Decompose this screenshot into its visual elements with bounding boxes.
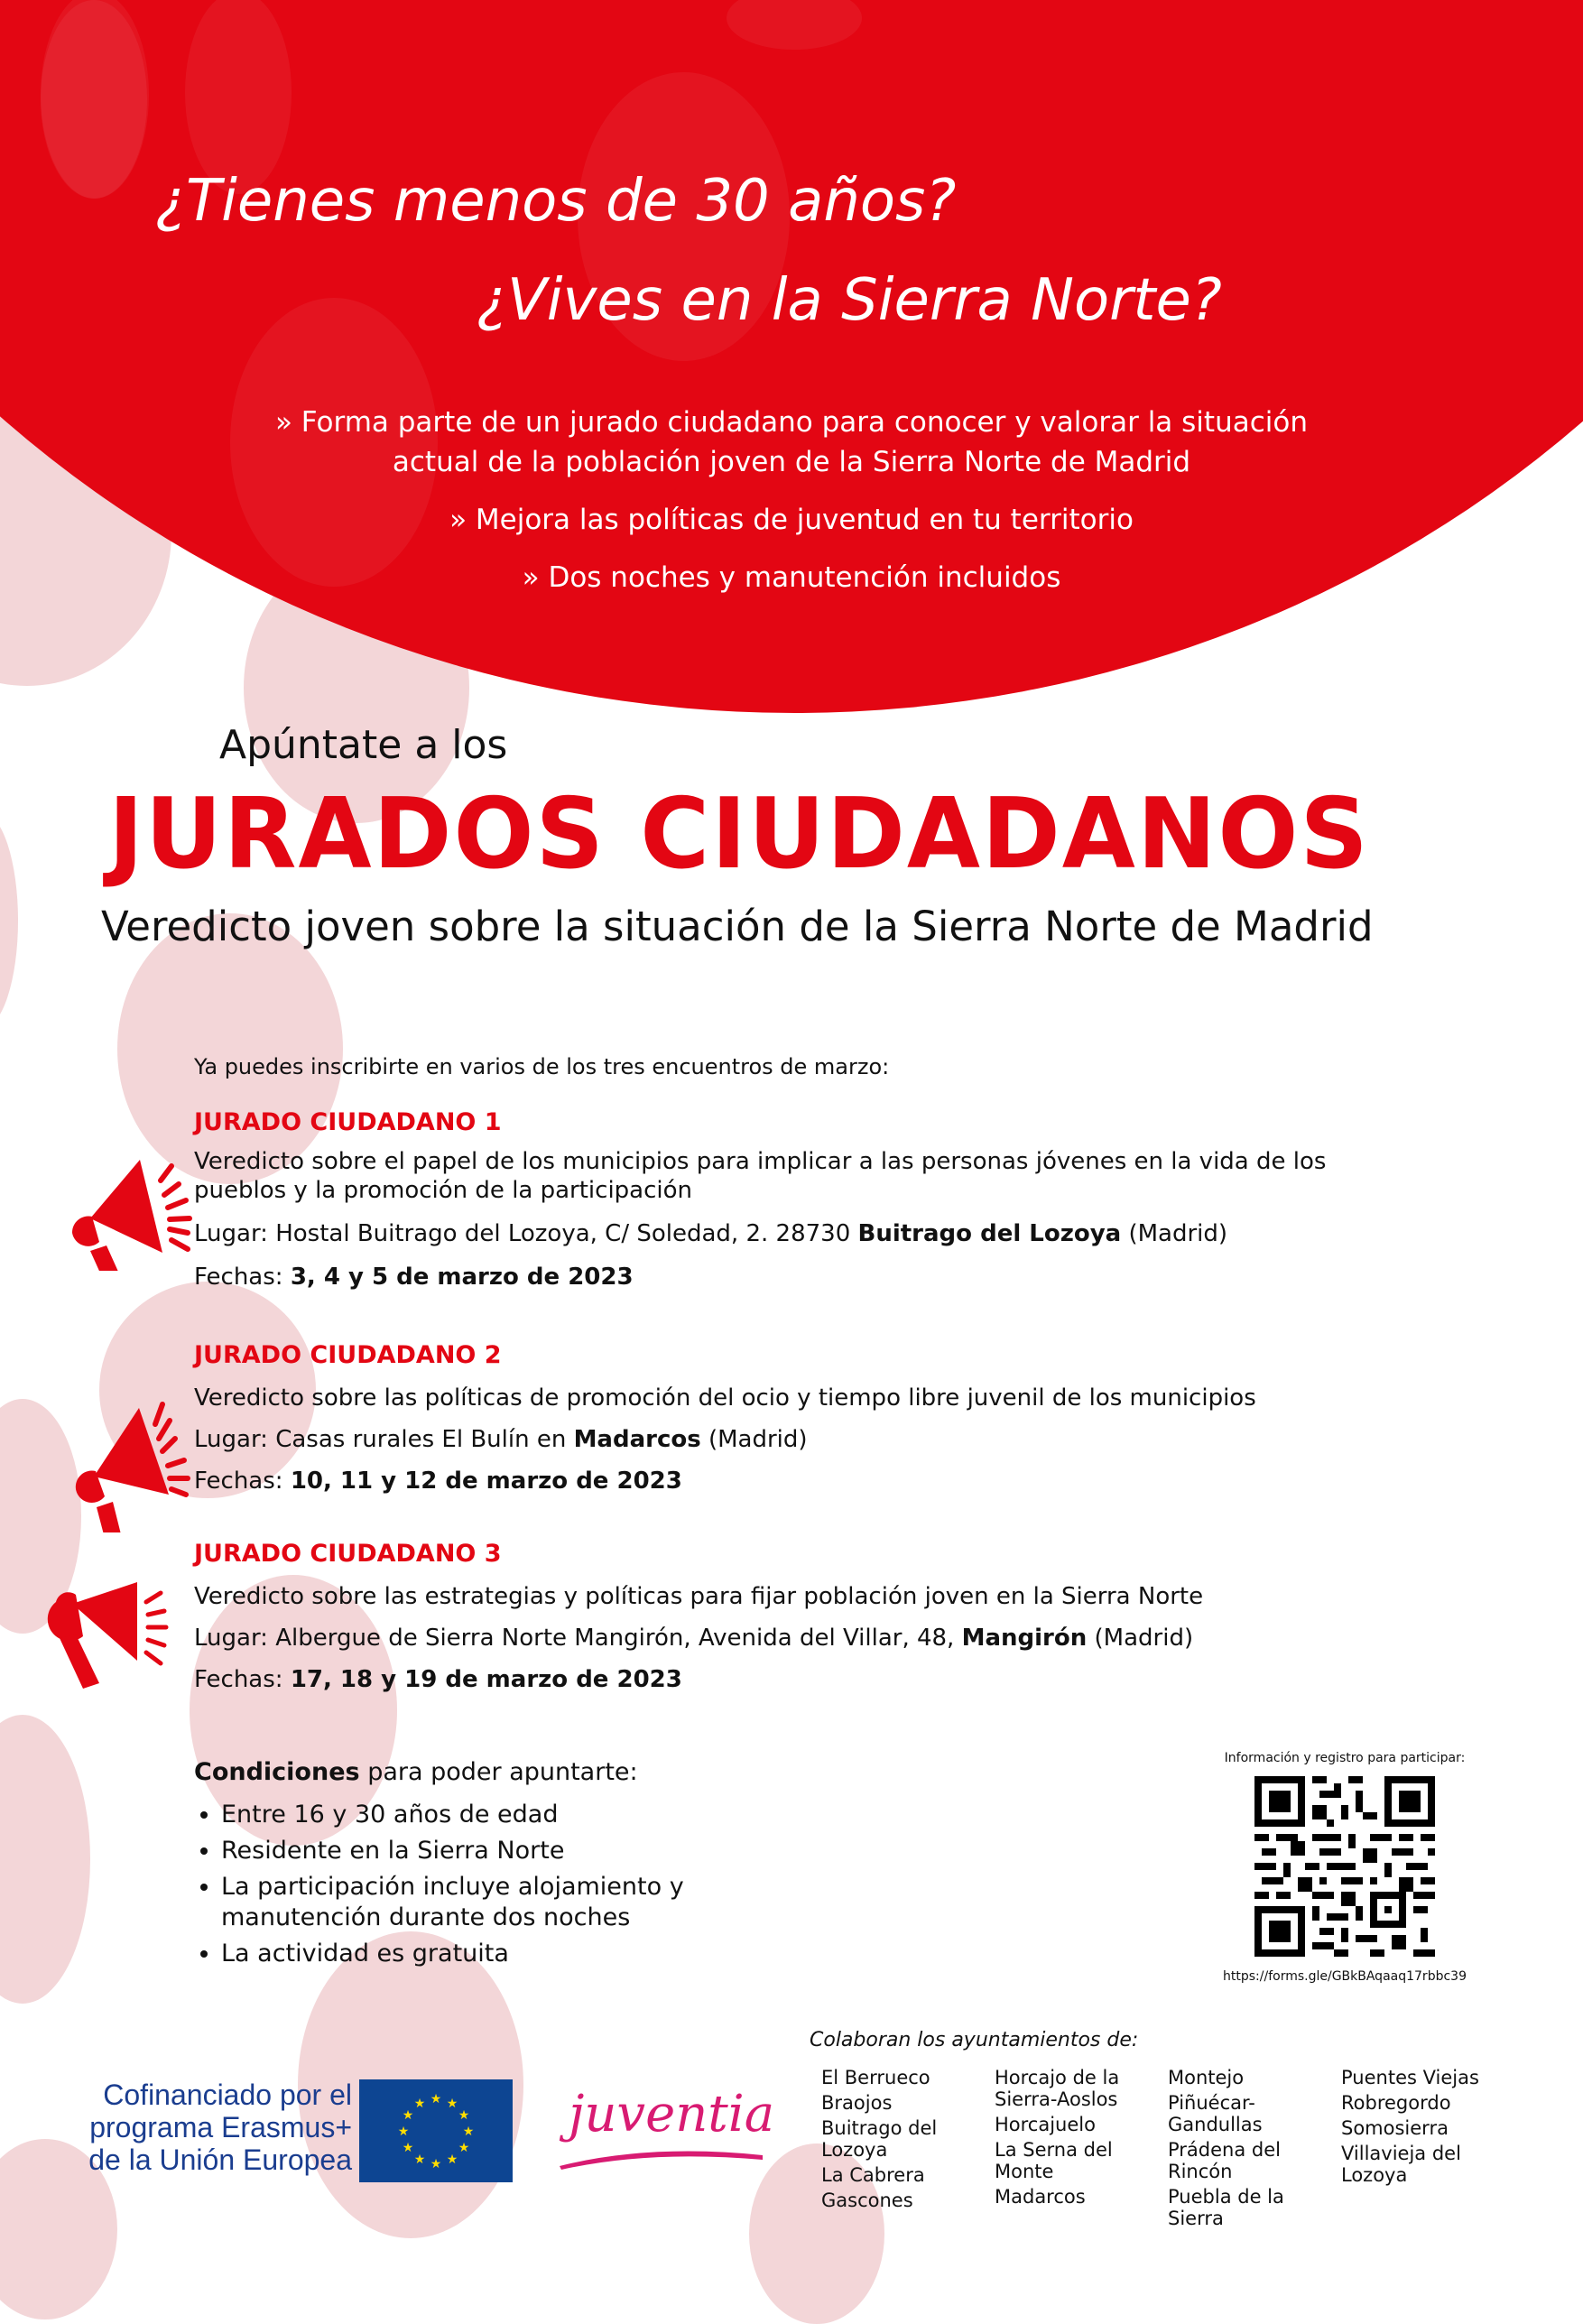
fechas-label: Fechas: xyxy=(194,1468,283,1495)
lugar-suffix: (Madrid) xyxy=(708,1426,808,1453)
page-subtitle: Veredicto joven sobre la situación de la Sierra Norte de Madrid xyxy=(101,903,1374,950)
lugar-label: Lugar: xyxy=(194,1220,268,1247)
erasmus-cofinanced-text: Cofinanciado por el programa Erasmus+ de la Unión Europea xyxy=(88,2079,352,2176)
jurado-title: JURADO CIUDADANO 3 xyxy=(194,1540,502,1568)
municipality: Puentes Viejas xyxy=(1341,2067,1479,2088)
jurado-lugar xyxy=(194,1219,1403,1248)
municipality: Horcajuelo xyxy=(995,2114,1096,2135)
page-title: JURADOS CIUDADANOS xyxy=(108,778,1370,891)
fechas-label: Fechas: xyxy=(194,1666,283,1693)
municipality: Gascones xyxy=(821,2190,913,2211)
lugar-town: Madarcos xyxy=(573,1426,701,1453)
lugar-town: Buitrago del Lozoya xyxy=(857,1220,1122,1247)
municipality: Madarcos xyxy=(995,2186,1086,2208)
collaborators-column xyxy=(821,2067,995,2233)
megaphone-icon xyxy=(54,1144,199,1271)
fechas-label: Fechas: xyxy=(194,1264,283,1291)
jurado-section-2 xyxy=(194,1341,1403,1495)
decor-circle xyxy=(727,0,862,50)
svg-text:★: ★ xyxy=(413,2153,426,2167)
municipality: El Berrueco xyxy=(821,2067,930,2088)
svg-text:★: ★ xyxy=(430,2157,442,2171)
municipality: Robregordo xyxy=(1341,2092,1451,2114)
svg-text:★: ★ xyxy=(462,2125,475,2139)
jurado-description: Veredicto sobre el papel de los municipios para implicar a las personas jóvenes en la vida de los pueblos y la promoción de la participación xyxy=(194,1148,1327,1204)
collaborators-column xyxy=(1168,2067,1341,2233)
municipality: Prádena del Rincón xyxy=(1168,2139,1281,2182)
lugar-town: Mangirón xyxy=(961,1625,1088,1652)
hero-bullet: » Dos noches y manutención incluidos xyxy=(522,561,1061,594)
hero-bullets xyxy=(0,403,1583,616)
municipality: Puebla de la Sierra xyxy=(1168,2186,1284,2229)
svg-text:★: ★ xyxy=(402,2108,414,2123)
decor-circle xyxy=(185,0,292,194)
svg-text:★: ★ xyxy=(397,2125,410,2139)
municipality: Braojos xyxy=(821,2092,893,2114)
hero-bullet: » Forma parte de un jurado ciudadano para conocer y valorar la situación xyxy=(274,406,1308,439)
jurado-description: Veredicto sobre las estrategias y políticas para fijar población joven en la Sierra Norte xyxy=(194,1583,1204,1610)
municipality: La Serna del Monte xyxy=(995,2139,1113,2182)
intro-text: Ya puedes inscribirte en varios de los tres encuentros de marzo: xyxy=(194,1054,890,1079)
collaborators-column xyxy=(995,2067,1168,2233)
svg-text:★: ★ xyxy=(430,2092,442,2106)
jurado-section-1 xyxy=(194,1108,1403,1292)
condition-item: • Entre 16 y 30 años de edad xyxy=(221,1794,736,1830)
fechas-value: 3, 4 y 5 de marzo de 2023 xyxy=(290,1264,634,1291)
hero-bullet-continuation: actual de la población joven de la Sierra Norte de Madrid xyxy=(392,446,1191,478)
svg-text:★: ★ xyxy=(446,2097,458,2111)
juventia-wordmark: juventia xyxy=(569,2085,775,2143)
jurado-title: JURADO CIUDADANO 2 xyxy=(194,1341,502,1369)
municipality: Villavieja del Lozoya xyxy=(1341,2143,1461,2186)
lugar-text: Casas rurales El Bulín en xyxy=(275,1426,567,1453)
conditions-title-rest: para poder apuntarte: xyxy=(367,1758,638,1786)
hero-question-residence: ¿Vives en la Sierra Norte? xyxy=(477,267,1222,334)
decor-circle xyxy=(41,0,147,199)
conditions-title xyxy=(194,1755,736,1791)
collaborators-column xyxy=(1341,2067,1514,2233)
lugar-text: Albergue de Sierra Norte Mangirón, Avenida del Villar, 48, xyxy=(275,1625,955,1652)
lugar-label: Lugar: xyxy=(194,1426,268,1453)
jurado-section-3 xyxy=(194,1540,1403,1694)
jurado-title: JURADO CIUDADANO 1 xyxy=(194,1108,502,1136)
municipality: Piñuécar-Gandullas xyxy=(1168,2092,1263,2135)
municipality: Somosierra xyxy=(1341,2117,1449,2139)
fechas-value: 10, 11 y 12 de marzo de 2023 xyxy=(290,1468,682,1495)
lugar-suffix: (Madrid) xyxy=(1128,1220,1228,1247)
conditions-title-bold: Condiciones xyxy=(194,1758,360,1786)
svg-text:★: ★ xyxy=(446,2153,458,2167)
condition-item: • Residente en la Sierra Norte xyxy=(221,1830,736,1866)
registration-block xyxy=(1191,1751,1498,1984)
municipality: Buitrago del Lozoya xyxy=(821,2117,938,2161)
jurado-lugar xyxy=(194,1425,1403,1454)
megaphone-icon xyxy=(56,1388,200,1532)
condition-item: • La actividad es gratuita xyxy=(221,1933,736,1969)
municipality: La Cabrera xyxy=(821,2164,925,2186)
eu-flag-icon xyxy=(359,2079,513,2182)
svg-text:★: ★ xyxy=(458,2141,470,2155)
municipality: Horcajo de la Sierra-Aoslos xyxy=(995,2067,1120,2110)
conditions-list xyxy=(194,1794,736,1969)
condition-item: • La participación incluye alojamiento y manutención durante dos noches xyxy=(221,1866,736,1933)
lugar-text: Hostal Buitrago del Lozoya, C/ Soledad, 2. 28730 xyxy=(275,1220,851,1247)
jurado-lugar xyxy=(194,1624,1403,1653)
jurado-description: Veredicto sobre las políticas de promoción del ocio y tiempo libre juvenil de los municipios xyxy=(194,1384,1256,1412)
juventia-logo xyxy=(542,2076,775,2175)
megaphone-icon xyxy=(47,1575,182,1692)
hero-bullet: » Mejora las políticas de juventud en tu territorio xyxy=(449,504,1134,536)
conditions-block xyxy=(194,1755,736,1969)
hero-question-age: ¿Tienes menos de 30 años? xyxy=(155,168,957,235)
jurado-fechas xyxy=(194,1263,1403,1292)
decor-circle xyxy=(0,1715,90,2004)
jurado-fechas xyxy=(194,1467,1403,1495)
lugar-suffix: (Madrid) xyxy=(1094,1625,1194,1652)
heading-kicker: Apúntate a los xyxy=(219,722,508,768)
svg-text:★: ★ xyxy=(402,2141,414,2155)
jurado-fechas xyxy=(194,1665,1403,1694)
registration-label: Información y registro para participar: xyxy=(1224,1751,1466,1765)
fechas-value: 17, 18 y 19 de marzo de 2023 xyxy=(290,1666,682,1693)
decor-circle xyxy=(0,812,18,1029)
municipality: Montejo xyxy=(1168,2067,1245,2088)
svg-text:★: ★ xyxy=(413,2097,426,2111)
svg-text:★: ★ xyxy=(458,2108,470,2123)
qr-code-icon[interactable] xyxy=(1254,1776,1435,1957)
collaborators-title: Colaboran los ayuntamientos de: xyxy=(810,2029,1139,2051)
juventia-swoosh-icon xyxy=(542,2076,767,2175)
lugar-label: Lugar: xyxy=(194,1625,268,1652)
collaborators-list xyxy=(821,2067,1514,2233)
registration-url[interactable]: https://forms.gle/GBkBAqaaq17rbbc39 xyxy=(1223,1969,1467,1984)
